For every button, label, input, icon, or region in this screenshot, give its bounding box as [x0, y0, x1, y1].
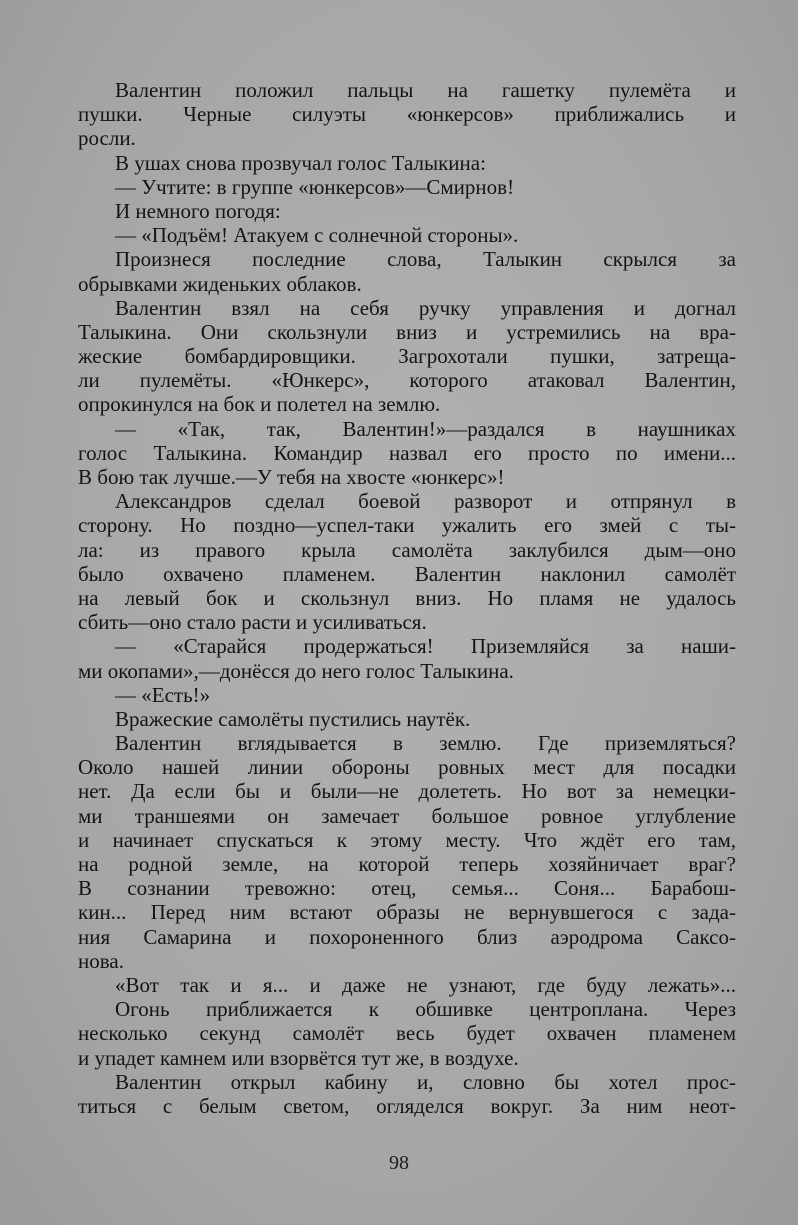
- text-line: — «Старайся продержаться! Приземляйся за наши-: [115, 634, 736, 659]
- text-line: ния Самарина и похороненного близ аэродрома Саксо-: [78, 924, 736, 949]
- text-line: сбить—оно стало расти и усиливаться.: [78, 610, 427, 635]
- text-line: — «Так, так, Валентин!»—раздался в наушниках: [115, 416, 736, 441]
- text-line: Александров сделал боевой разворот и отпрянул в: [115, 489, 736, 514]
- text-line: жеские бомбардировщики. Загрохотали пушки, затреща-: [78, 344, 736, 369]
- text-line: Огонь приближается к обшивке центроплана. Через: [115, 997, 736, 1022]
- text-line: «Вот так и я... и даже не узнают, где буду лежать»...: [115, 972, 736, 997]
- text-line: Произнеся последние слова, Талыкин скрылся за: [115, 247, 736, 272]
- text-line: — Учтите: в группе «юнкерсов»—Смирнов!: [115, 174, 515, 199]
- book-page-text: [78, 78, 736, 1118]
- text-line: опрокинулся на бок и полетел на землю.: [78, 392, 441, 417]
- text-line: Валентин вглядывается в землю. Где приземляться?: [115, 731, 736, 756]
- text-line: на родной земле, на которой теперь хозяйничает враг?: [78, 852, 736, 876]
- text-line: и начинает спускаться к этому месту. Что ждёт его там,: [78, 827, 736, 852]
- text-line: Валентин открыл кабину и, словно бы хотел прос-: [115, 1069, 736, 1094]
- text-line: ми окопами»,—донёсся до него голос Талыкина.: [78, 658, 514, 683]
- text-line: на левый бок и скользнул вниз. Но пламя не удалось: [78, 585, 736, 610]
- text-line: ла: из правого крыла самолёта заклубился дым—оно: [78, 537, 736, 562]
- text-line: — «Подъём! Атакуем с солнечной стороны».: [115, 223, 519, 248]
- text-line: кин... Перед ним встают образы не вернувшегося с зада-: [78, 900, 736, 925]
- text-line: пушки. Черные силуэты «юнкерсов» приближались и: [78, 102, 736, 127]
- text-line: нет. Да если бы и были—не долететь. Но вот за немецки-: [78, 779, 736, 804]
- text-line: сторону. Но поздно—успел-таки ужалить его змей с ты-: [78, 513, 736, 538]
- text-line: росли.: [78, 126, 136, 151]
- text-line: несколько секунд самолёт весь будет охвачен пламенем: [78, 1021, 736, 1046]
- text-line: В ушах снова прозвучал голос Талыкина:: [115, 150, 486, 175]
- text-line: Талыкина. Они скользнули вниз и устремились на вра-: [78, 319, 736, 344]
- page-number: 98: [389, 1152, 409, 1174]
- text-line: было охвачено пламенем. Валентин наклонил самолёт: [78, 561, 736, 586]
- text-line: И немного погодя:: [115, 198, 281, 223]
- text-line: — «Есть!»: [115, 682, 211, 707]
- text-line: нова.: [78, 948, 124, 973]
- text-line: и упадет камнем или взорвётся тут же, в воздухе.: [78, 1045, 519, 1070]
- text-line: ли пулемёты. «Юнкерс», которого атаковал Валентин,: [78, 368, 736, 393]
- text-line: голос Талыкина. Командир назвал его просто по имени...: [78, 440, 736, 465]
- text-line: В сознании тревожно: отец, семья... Соня... Барабош-: [78, 876, 736, 901]
- text-line: ми траншеями он замечает большое ровное углубление: [78, 803, 736, 828]
- text-line: В бою так лучше.—У тебя на хвосте «юнкерс»!: [78, 465, 505, 489]
- text-line: титься с белым светом, огляделся вокруг. За ним неот-: [78, 1093, 736, 1118]
- text-line: Валентин положил пальцы на гашетку пулемёта и: [115, 78, 736, 102]
- text-line: Около нашей линии обороны ровных мест для посадки: [78, 755, 736, 780]
- text-line: Вражеские самолёты пустились наутёк.: [115, 706, 471, 731]
- text-line: Валентин взял на себя ручку управления и догнал: [115, 295, 736, 320]
- text-line: обрывками жиденьких облаков.: [78, 271, 362, 296]
